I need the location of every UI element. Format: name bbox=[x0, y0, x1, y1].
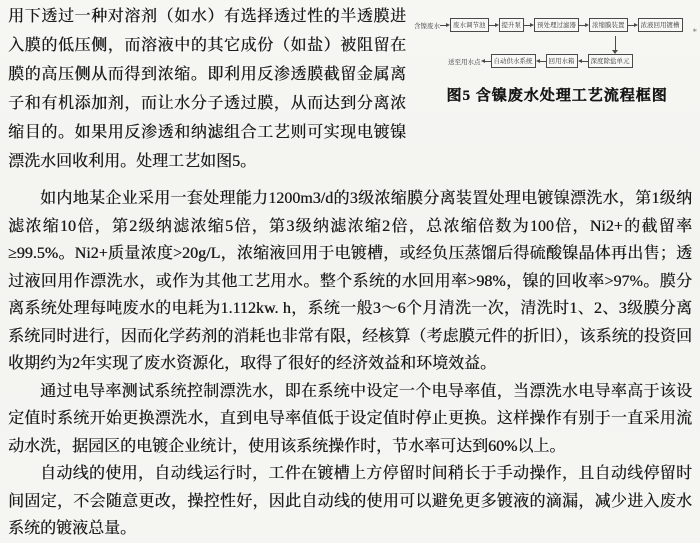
paragraph-3: 通过电导率测试系统控制漂洗水，即在系统中设定一个电导率值，当漂洗水电导率高于该设定值时系统开始更换漂洗水，直到电导率值低于设定值时停止更换。这样操作有别于一直采用流动水洗，据园区的电镀企业统计，使用该系统操作时，节水率可达到60%以上。 bbox=[8, 382, 692, 455]
arrow-left-icon bbox=[578, 58, 588, 65]
arrow-right-icon bbox=[524, 22, 534, 29]
flow-box-pretreatment-filter: 预处理过滤器 bbox=[534, 18, 579, 32]
top-section bbox=[8, 2, 692, 176]
arrow-right-icon bbox=[628, 22, 638, 29]
flow-row-1 bbox=[414, 18, 700, 32]
arrow-left-icon bbox=[481, 58, 491, 65]
body-section bbox=[8, 185, 692, 543]
process-flow-diagram bbox=[414, 10, 700, 76]
paragraph-1 bbox=[8, 2, 406, 176]
flow-input-label: 含镍废水 bbox=[414, 21, 440, 30]
flow-box-membrane-concentrator: 浓缩膜装置 bbox=[589, 18, 628, 32]
paragraph-4: 自动线的使用，自动线运行时，工件在镀槽上方停留时间稍长于手动操作，且自动线停留时间固定，不会随意更改，操控性好，因此自动线的使用可以避免更多镀液的滴漏，减少进入废水系统的镀液总量。 bbox=[8, 465, 692, 537]
flow-output-label: 送至用水点 bbox=[448, 57, 481, 66]
paragraph-2: 如内地某企业采用一套处理能力1200m3/d的3级浓缩膜分离装置处理电镀镍漂洗水，第1级纳滤浓缩10倍，第2级纳滤浓缩5倍，第3级纳滤浓缩2倍，总浓缩倍数为100倍，Ni2+的截留率≥99.5%。Ni2+质量浓度>20g/L，浓缩液回用于电镀槽，或经负压蒸馏后得硫酸镍晶体再出售；透过液回用作漂洗水，或作为其他工艺用水。整个系统的水回用率>98%，镍的回收率>97%。膜分离系统处理每吨废水的电耗为1.112kw. h，系统一般3～6个月清洗一次，清洗时1、2、3级膜分离系统同时进行，因而化学药剂的消耗也非常有限，经核算（考虑膜元件的折旧），该系统的投资回收期约为2年实现了废水资源化，取得了很好的经济效益和环境效益。 bbox=[8, 190, 692, 372]
scan-artifact-mark: * bbox=[692, 27, 697, 37]
flow-box-reuse-tank: 回用水箱 bbox=[546, 54, 578, 68]
arrow-right-icon bbox=[440, 22, 450, 29]
flow-box-auto-supply-system: 自动供水系统 bbox=[491, 54, 536, 68]
flow-row-2 bbox=[448, 54, 633, 68]
flow-box-regulating-tank: 废水调节池 bbox=[450, 18, 489, 32]
figure-caption: 图5 含镍废水处理工艺流程框图 bbox=[446, 88, 668, 104]
arrow-left-icon bbox=[536, 58, 546, 65]
paragraph-1-text: 用下透过一种对溶剂（如水）有选择透过性的半透膜进入膜的低压侧，而溶液中的其它成份（如盐）被阻留在膜的高压侧从而得到浓缩。即利用反渗透膜截留金属离子和有机添加剂，而让水分子透过膜，从而达到分离浓缩目的。如果用反渗透和纳滤组合工艺则可实现电镀镍漂洗水回收利用。处理工艺如图5。 bbox=[8, 8, 406, 170]
flow-box-desalination-unit: 深度除盐单元 bbox=[588, 54, 633, 68]
flow-box-concentrate-reuse: 浓液回用镀槽 bbox=[638, 18, 683, 32]
figure-5 bbox=[414, 2, 700, 105]
arrow-right-icon bbox=[489, 22, 499, 29]
flow-connector-down bbox=[615, 36, 616, 51]
flow-box-lift-pump: 提升泵 bbox=[499, 18, 525, 32]
arrow-right-icon bbox=[579, 22, 589, 29]
